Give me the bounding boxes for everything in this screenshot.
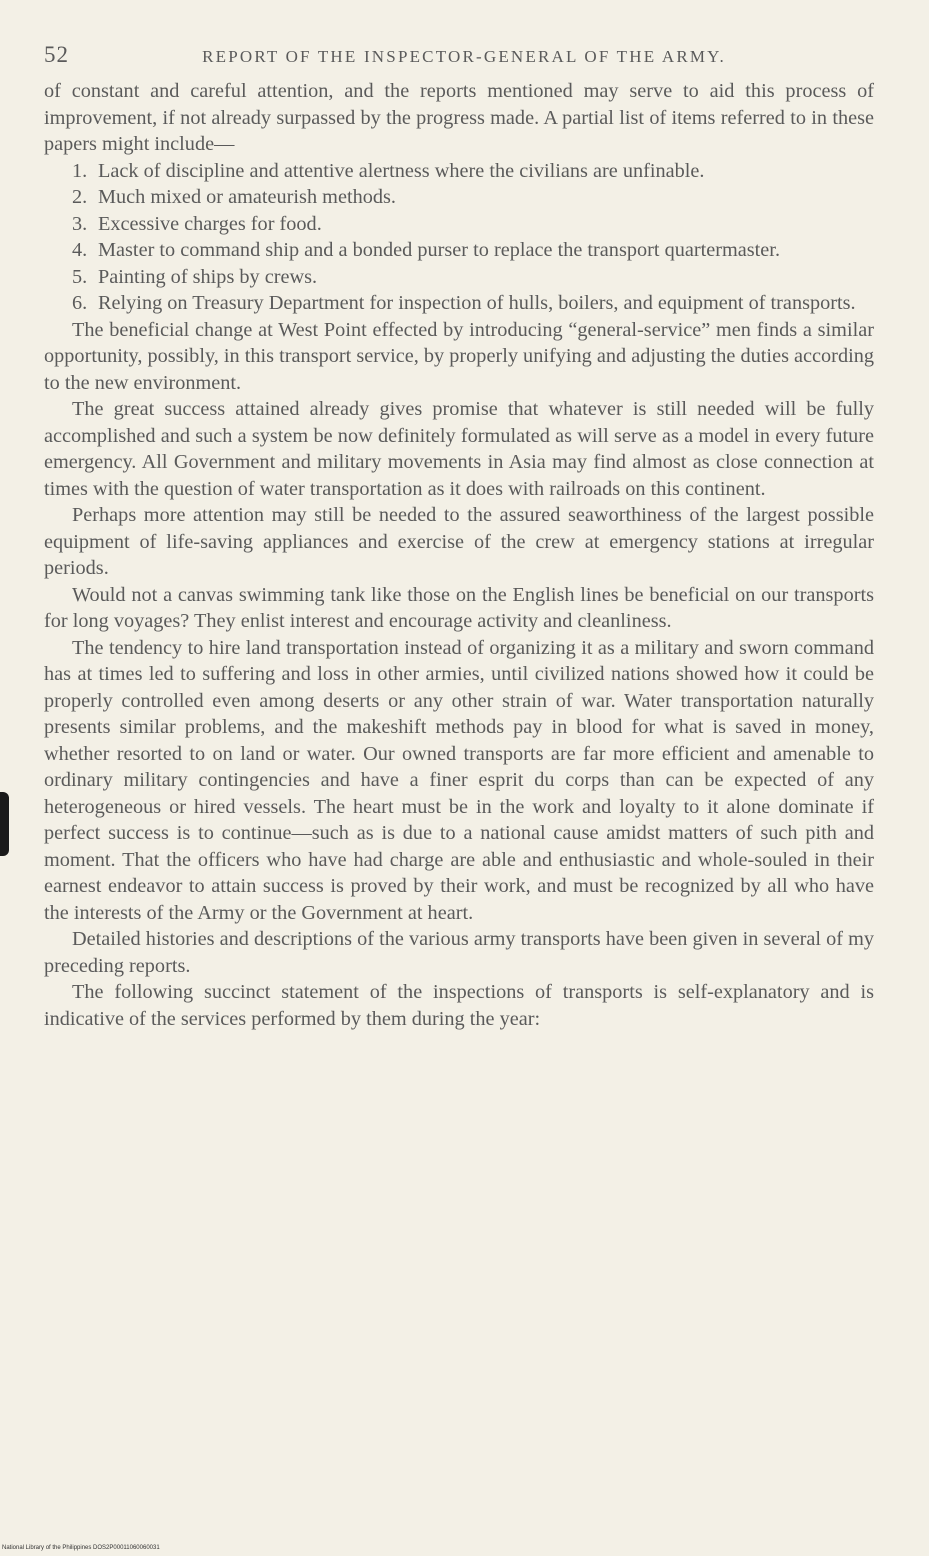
paragraph: The beneficial change at West Point effected by introducing “general-service” men finds a similar opportunity, possibly, in this transport service, by properly unifying and adjusting the duties according to the new environment.: [44, 318, 874, 394]
list-item-number: 1.: [72, 159, 88, 182]
list-item: [44, 184, 874, 211]
list-item: [44, 158, 874, 185]
list-item-number: 4.: [72, 239, 88, 261]
list-item-number: 5.: [72, 265, 88, 288]
scan-credit: National Library of the Philippines DOS2P00011060060031: [2, 1545, 160, 1551]
list-item-text: Excessive charges for food.: [98, 212, 322, 235]
text-block: [44, 42, 874, 1032]
list-item: [44, 211, 874, 238]
running-head: REPORT OF THE INSPECTOR-GENERAL OF THE ARMY.: [202, 47, 726, 66]
list-item: [44, 264, 874, 291]
page-number: 52: [44, 42, 69, 67]
list-item-text: Much mixed or amateurish methods.: [98, 186, 396, 208]
list-item: [44, 237, 874, 264]
paragraph: of constant and careful attention, and the reports mentioned may serve to aid this process of improvement, if not already surpassed by the progress made. A partial list of items referred to in these papers might include—: [44, 80, 874, 155]
list-item-number: 6.: [72, 292, 88, 314]
paragraph: Would not a canvas swimming tank like those on the English lines be beneficial on our transports for long voyages? They enlist interest and encourage activity and cleanliness.: [44, 583, 874, 632]
body-text: [44, 78, 874, 1032]
binding-mark: [0, 792, 9, 856]
list-item-text: Painting of ships by crews.: [98, 265, 318, 288]
list-item-text: Master to command ship and a bonded purser to replace the transport quartermaster.: [98, 239, 781, 261]
list-item-number: 2.: [72, 186, 88, 208]
list-item: [44, 290, 874, 317]
paragraph: The great success attained already gives promise that whatever is still needed will be fully accomplished and such a system be now definitely formulated as will serve as a model in every future emergency. All Government and military movements in Asia may find almost as close connection at times with the question of water transportation as it does with railroads on this continent.: [44, 398, 874, 500]
page-header: [44, 42, 874, 78]
paragraph: The following succinct statement of the inspections of transports is self-explanatory and is indicative of the services performed by them during the year:: [44, 981, 874, 1030]
list-item-number: 3.: [72, 212, 88, 235]
paragraph: The tendency to hire land transportation instead of organizing it as a military and sworn command has at times led to suffering and loss in other armies, until civilized nations showed how it could be properly controlled even among deserts or any other strain of war. Water transportation naturally presents similar problems, and the makeshift methods pay in blood for what is saved in money, whether resorted to on land or water. Our owned transports are far more efficient and amenable to ordinary military contingencies and have a finer esprit du corps than can be expected of any heterogeneous or hired vessels. The heart must be in the work and loyalty to it alone dominate if perfect success is to continue—such as is due to a national cause amidst matters of such pith and moment. That the officers who have had charge are able and enthusiastic and whole-souled in their earnest endeavor to attain success is proved by their work, and must be recognized by all who have the interests of the Army or the Government at heart.: [44, 636, 874, 924]
list-item-text: Relying on Treasury Department for inspection of hulls, boilers, and equipment of transports.: [98, 292, 856, 314]
paragraph: Perhaps more attention may still be needed to the assured seaworthiness of the largest possible equipment of life-saving appliances and exercise of the crew at emergency stations at irregular periods.: [44, 504, 874, 579]
paragraph: Detailed histories and descriptions of the various army transports have been given in several of my preceding reports.: [44, 928, 874, 977]
list-item-text: Lack of discipline and attentive alertness where the civilians are unfinable.: [98, 159, 705, 182]
